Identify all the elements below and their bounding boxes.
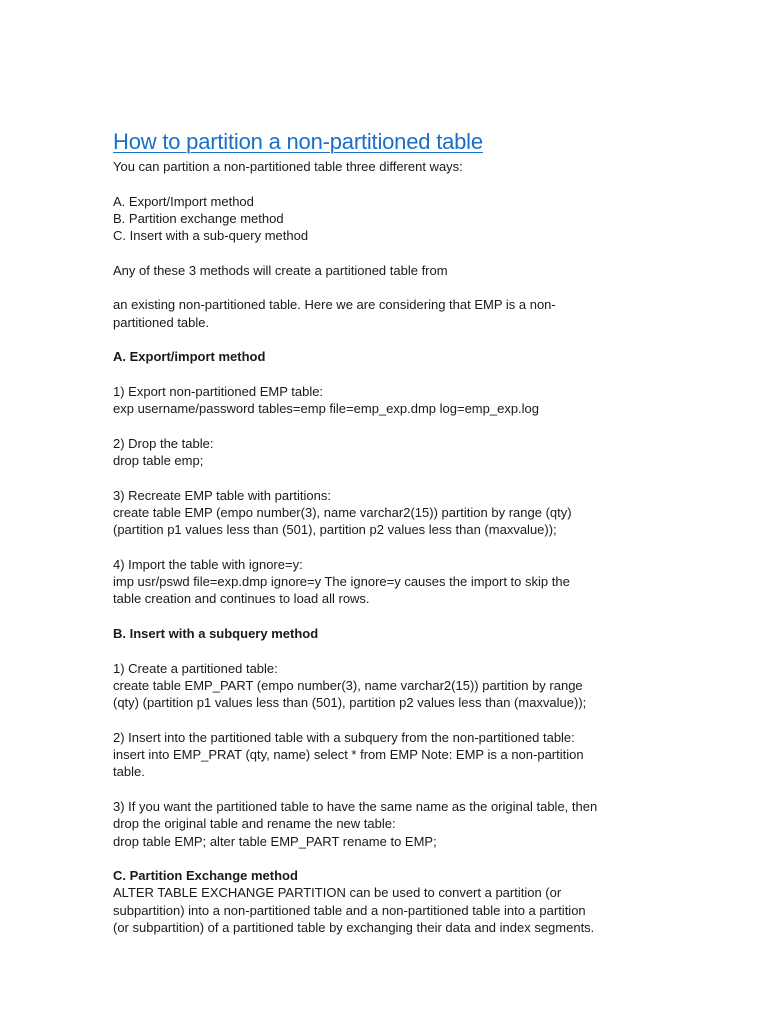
- intro-text: You can partition a non-partitioned table three different ways:: [113, 159, 463, 174]
- section-b-heading: B. Insert with a subquery method: [113, 626, 319, 642]
- section-c-text: ALTER TABLE EXCHANGE PARTITION can be used to convert a partition (or: [113, 885, 562, 901]
- step-code: insert into EMP_PRAT (qty, name) select * from EMP Note: EMP is a non-partition: [113, 747, 584, 763]
- spacer: [113, 417, 673, 434]
- step-label: 2) Drop the table:: [113, 435, 214, 451]
- spacer: [113, 781, 673, 798]
- step-label: 3) Recreate EMP table with partitions:: [113, 487, 331, 503]
- step-code: exp username/password tables=emp file=emp_exp.dmp log=emp_exp.log: [113, 401, 540, 417]
- step-code: imp usr/pswd file=exp.dmp ignore=y The ignore=y causes the import to skip the: [113, 574, 570, 590]
- spacer: [113, 539, 673, 556]
- step-label: 1) Export non-partitioned EMP table:: [113, 383, 324, 399]
- step-code: create table EMP (empo number(3), name varchar2(15)) partition by range (qty): [113, 504, 572, 520]
- step-code: drop table EMP; alter table EMP_PART rename to EMP;: [113, 833, 437, 849]
- existing-table-text: an existing non-partitioned table. Here we are considering that EMP is a non-: [113, 297, 556, 313]
- spacer: [113, 712, 673, 729]
- spacer: [113, 279, 673, 296]
- methods-list-item: A. Export/Import method: [113, 193, 254, 209]
- section-c-text: (or subpartition) of a partitioned table by exchanging their data and index segments.: [113, 920, 595, 936]
- step-code: table creation and continues to load all rows.: [113, 591, 370, 607]
- step-label: 1) Create a partitioned table:: [113, 660, 278, 676]
- step-code: table.: [113, 764, 145, 780]
- step-label: 4) Import the table with ignore=y:: [113, 556, 303, 572]
- step-code: drop table emp;: [113, 453, 204, 469]
- step-label: 3) If you want the partitioned table to have the same name as the original table, then: [113, 798, 598, 814]
- existing-table-text: partitioned table.: [113, 314, 210, 330]
- spacer: [113, 175, 673, 192]
- any-methods-text: Any of these 3 methods will create a partitioned table from: [113, 262, 448, 278]
- methods-list-item: B. Partition exchange method: [113, 210, 284, 226]
- section-a-heading: A. Export/import method: [113, 349, 266, 365]
- spacer: [113, 642, 673, 659]
- page-title[interactable]: How to partition a non-partitioned table: [113, 129, 483, 154]
- step-label: 2) Insert into the partitioned table with a subquery from the non-partitioned table:: [113, 729, 575, 745]
- step-code: drop the original table and rename the new table:: [113, 816, 396, 832]
- section-c-heading: C. Partition Exchange method: [113, 868, 298, 884]
- spacer: [113, 608, 673, 625]
- spacer: [113, 331, 673, 348]
- section-c-text: subpartition) into a non-partitioned table and a non-partitioned table into a partition: [113, 902, 586, 918]
- spacer: [113, 244, 673, 261]
- step-code: create table EMP_PART (empo number(3), name varchar2(15)) partition by range: [113, 677, 583, 693]
- step-code: (partition p1 values less than (501), partition p2 values less than (maxvalue));: [113, 522, 557, 538]
- spacer: [113, 366, 673, 383]
- spacer: [113, 850, 673, 867]
- spacer: [113, 469, 673, 486]
- methods-list-item: C. Insert with a sub-query method: [113, 228, 309, 244]
- document-page: [113, 126, 673, 936]
- step-code: (qty) (partition p1 values less than (501), partition p2 values less than (maxvalue));: [113, 695, 587, 711]
